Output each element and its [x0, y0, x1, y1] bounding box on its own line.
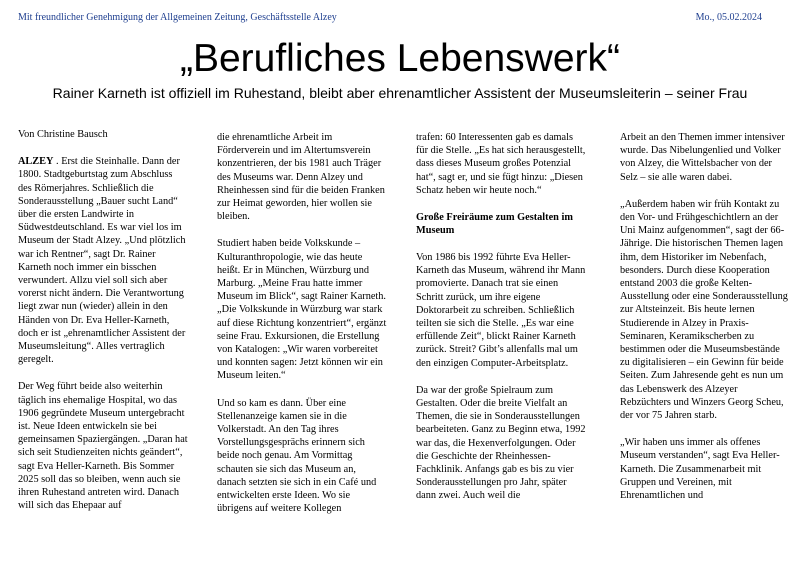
article-column-1	[18, 128, 188, 526]
paragraph-text: . Erst die Steinhalle. Dann der 1800. Stadtgeburtstag zum Abschluss des Römerjahres. Schließlich die Sonderausstellung „Bauer sucht Land“ über die ersten Landwirte in Südwestdeutschland. Es war viel los im Museum der Stadt Alzey. „Und plötzlich war ich Rentner“, sagt Dr. Rainer Karneth noch immer ein bisschen verwundert. Allzu viel soll sich aber vorerst nicht ändern. Die Verantwortung liegt zwar nun (wieder) allein in den Händen von Dr. Eva Heller-Karneth, doch er ist „ehrenamtlicher Assistent der Museumsleitung“. Alles vertraglich geregelt.	[18, 156, 186, 366]
paragraph: Und so kam es dann. Über eine Stellenanzeige kamen sie in die Volkerstadt. An den Tag ihres Vorstellungsgesprächs erinnern sich beide noch genau. Am Vormittag schauten sie sich das Museum an, danach setzten sie sich in ein Café und entwickelten erste Ideen. Wo sie übrigens auf weitere Kollegen	[217, 397, 377, 515]
dateline: ALZEY	[18, 156, 54, 168]
paragraph: Der Weg führt beide also weiterhin täglich ins ehemalige Hospital, wo das 1906 gegründete Museum untergebracht ist. Neue Ideen entwickeln sie bei gemeinsamen Spaziergängen. „Daran hat sich seit Studienzeiten nichts geändert“, sagt Eva Heller-Karneth. Bis Sommer 2025 soll das so bleiben, wenn auch sie ihren Ruhestand antreten wird. Danach will sich das Ehepaar auf	[18, 381, 188, 512]
paragraph: Arbeit an den Themen immer intensiver wurde. Das Nibelungenlied und Volker von Alzey, die Wittelsbacher von der Selz – sie alle waren dabei.	[620, 132, 785, 183]
article-column-4	[620, 131, 788, 516]
top-bar	[18, 12, 762, 23]
byline: Von Christine Bausch	[18, 129, 108, 140]
paragraph: die ehrenamtliche Arbeit im Förderverein und im Altertumsverein konzentrieren, der bis 1981 auch Träger des Museums war. Denn Alzey und Rheinhessen sind für die beiden Franken zur Heimat geworden, hier wollen sie bleiben.	[217, 132, 385, 223]
paragraph: „Wir haben uns immer als offenes Museum verstanden“, sagt Eva Heller-Karneth. Die Zusammenarbeit mit Gruppen und Vereinen, mit Ehrenamtlichen und	[620, 437, 780, 502]
section-subheading: Große Freiräume zum Gestalten im Museum	[416, 212, 573, 237]
paragraph: Da war der große Spielraum zum Gestalten. Oder die breite Vielfalt an Themen, die sie in Sonderausstellungen bearbeiteten. Ganz zu Beginn etwa, 1992 war das, die Hexenverfolgungen. Oder die Geschichte der Rheinhessen-Fachklinik. Anfangs gab es bis zu vier Sonderausstellungen pro Jahr, später dann zwei. Auch weil die	[416, 384, 586, 502]
article-column-2	[217, 131, 387, 529]
source-credit: Mit freundlicher Genehmigung der Allgemeinen Zeitung, Geschäftsstelle Alzey	[18, 12, 337, 23]
publication-date: Mo., 05.02.2024	[695, 12, 762, 23]
paragraph: „Außerdem haben wir früh Kontakt zu den Vor- und Frühgeschichtlern an der Uni Mainz aufgenommen“, sagt der 66-Jährige. Die historischen Themen lagen ihm, dem Historiker im Nebenfach, besonders. Durch diese Kooperation entstand 2003 die große Kelten-Ausstellung oder eine Sonderausstellung zur Altsteinzeit. Bis heute lernen Studierende in Alzey in Praxis-Seminaren, Keramikscherben zu bestimmen oder die Museumsbestände zu digitalisieren – ein Gewinn für beide Seiten. Zum Jahresende geht es nun um das Lebenswerk des Alzeyer Rebzüchters und Winzers Georg Scheu, der vor 75 Jahren starb.	[620, 198, 788, 422]
headline: „Berufliches Lebenswerk“	[179, 37, 621, 80]
paragraph: Studiert haben beide Volkskunde – Kulturanthropologie, wie das heute heißt. Er in München, Würzburg und Marburg. „Meine Frau hatte immer Museum im Blick“, sagt Rainer Karneth. „Die Volkskunde in Würzburg war stark auf diese Richtung konzentriert“, ergänzt seine Frau. Exkursionen, die Erstellung von Katalogen: „Wir waren vorbereitet und konnten sagen: Jetzt können wir ein Museum leiten.“	[217, 238, 387, 382]
paragraph: Von 1986 bis 1992 führte Eva Heller-Karneth das Museum, während ihr Mann promovierte. Danach trat sie einen Schritt zurück, um ihre eigene Doktorarbeit zu schreiben. Schließlich teilten sie sich die Stelle. „Es war eine erfüllende Zeit“, blickt Rainer Karneth zurück. Streit? Gibt’s allenfalls mal um den einzigen Computer-Arbeitsplatz.	[416, 252, 586, 369]
paragraph	[18, 155, 188, 366]
page-cutoff	[0, 560, 800, 567]
article-column-3	[416, 131, 586, 517]
paragraph: trafen: 60 Interessenten gab es damals für die Stelle. „Es hat sich herausgestellt, dass dieses Museum großes Potenzial hat“, sagt er, und sie fügt hinzu: „Diesen Schatz heben wir heute noch.“	[416, 132, 586, 196]
subheadline: Rainer Karneth ist offiziell im Ruhestand, bleibt aber ehrenamtlicher Assistent der Museumsleiterin – seiner Frau	[52, 85, 748, 101]
